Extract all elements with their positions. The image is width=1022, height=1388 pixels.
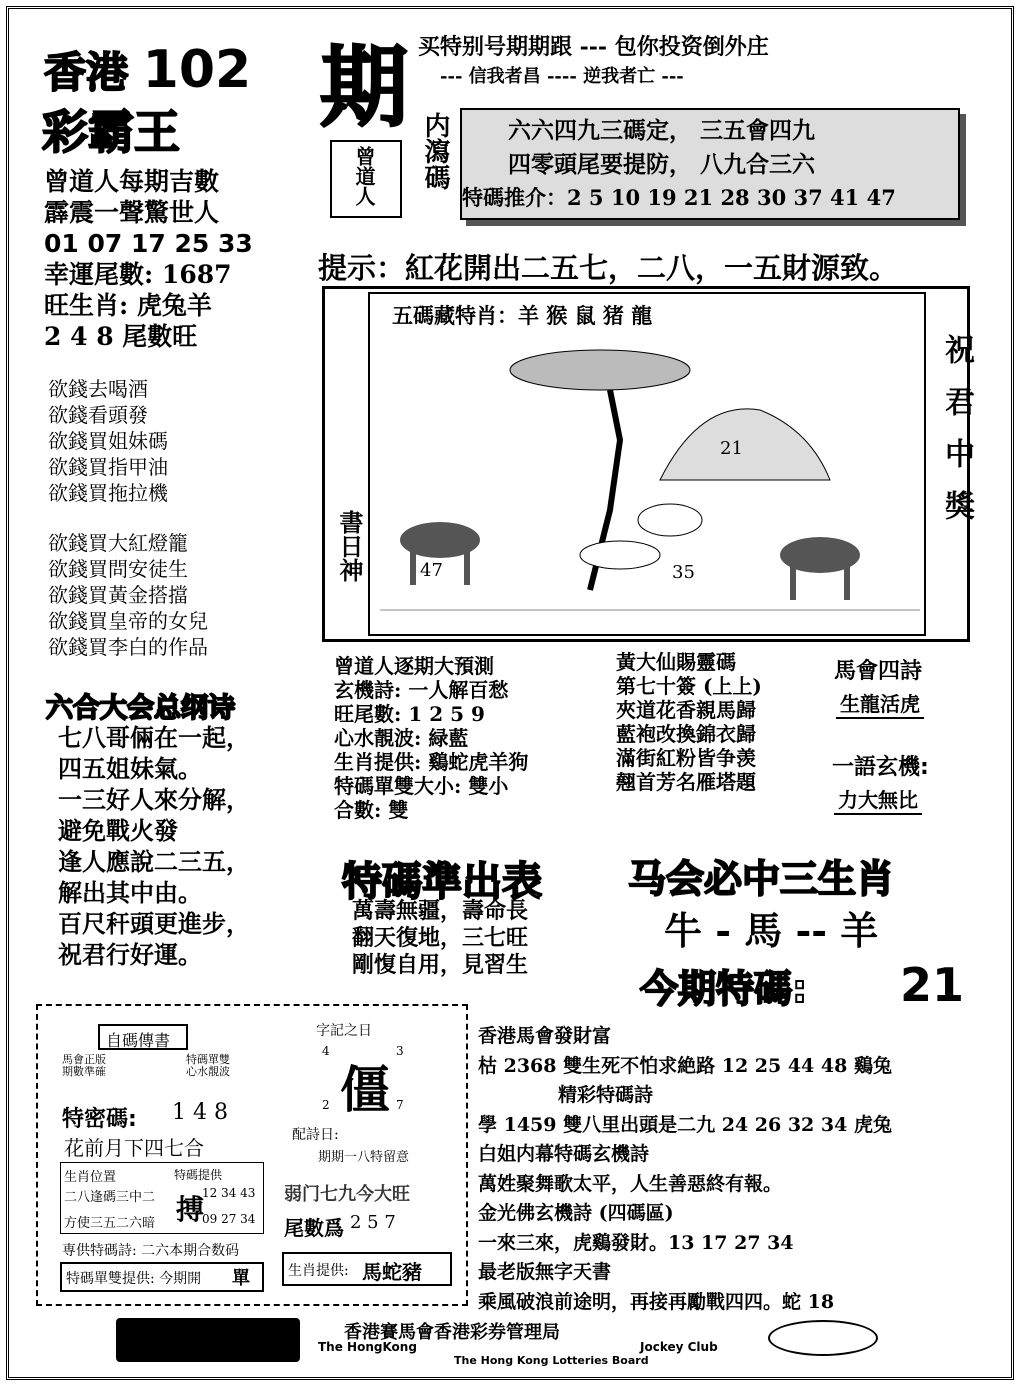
special-line: 翻天復地，三七旺 xyxy=(352,925,529,951)
num-21: 21 xyxy=(720,438,743,459)
list-item: 欲錢買李白的作品 xyxy=(48,635,208,659)
rb-line: 白姐内幕特碼玄機詩 xyxy=(478,1143,650,1165)
left-line: 霹震一聲驚世人 xyxy=(44,198,220,227)
zodiac-provide-value: 馬蛇豬 xyxy=(362,1260,422,1284)
huang-line: 第七十簽 (上上) xyxy=(616,674,762,698)
huang-line: 翹首芳名雁塔題 xyxy=(616,770,756,794)
big-character: 僵 xyxy=(340,1060,390,1119)
digit-4: 4 xyxy=(322,1044,330,1058)
rb-line: 一來三來，虎鷄發財。13 17 27 34 xyxy=(478,1231,794,1254)
brand-title: 彩霸王 xyxy=(42,105,180,159)
digit-3: 3 xyxy=(396,1044,404,1058)
hk-label: 香港 xyxy=(44,48,129,97)
money-list-2 xyxy=(48,530,208,660)
rock-shape xyxy=(660,409,830,480)
secret-value: 1 4 8 xyxy=(172,1100,228,1125)
left-line: 幸運尾數: 1687 xyxy=(44,260,232,289)
poem-date-value: 期期一八特留意 xyxy=(318,1150,410,1165)
inner-label: 内瀉碼 xyxy=(420,112,450,190)
special-line: 剛愎自用，見習生 xyxy=(352,952,529,978)
prediction-block xyxy=(334,654,528,822)
yiyu-title: 一語玄機: xyxy=(832,755,929,780)
slogan-1: 买特别号期期跟 --- 包你投资倒外庄 xyxy=(418,34,769,60)
qi-char: 期 xyxy=(320,36,409,139)
poem-line: 七八哥倆在一起， xyxy=(58,723,250,752)
left-lucky-block xyxy=(44,166,253,352)
inner-line-1: 六六四九三碼定， 三五會四九 xyxy=(508,117,816,144)
issue-number: 102 xyxy=(142,40,252,100)
list-item: 欲錢買指甲油 xyxy=(48,455,168,479)
nums-2: 09 27 34 xyxy=(202,1212,256,1226)
list-item: 欲錢買皇帝的女兒 xyxy=(48,609,208,633)
huang-line: 夾道花香親馬歸 xyxy=(616,698,756,722)
num-47: 47 xyxy=(420,560,443,581)
rb-line: 最老版無字天書 xyxy=(478,1261,612,1283)
rb-line: 香港馬會發財富 xyxy=(478,1025,612,1047)
list-item: 欲錢買問安徒生 xyxy=(48,557,188,581)
digit-7: 7 xyxy=(396,1098,404,1112)
poem-line: 百尺秆頭更進步， xyxy=(58,909,250,938)
tail-value: 2 5 7 xyxy=(350,1212,396,1233)
footer-logo-right xyxy=(768,1320,878,1356)
money-list-1 xyxy=(48,376,168,506)
three-zodiac-title: 马会必中三生肖 xyxy=(628,857,895,901)
rb-line: 金光佛玄機詩 (四碼區) xyxy=(478,1202,674,1224)
predict-line: 曾道人逐期大預測 xyxy=(334,654,494,678)
digit-2: 2 xyxy=(322,1098,330,1112)
poem-line: 一三好人來分解， xyxy=(58,785,250,814)
inner-line-2: 四零頭尾要提防， 八九合三六 xyxy=(508,151,816,178)
provide-char: 搏 xyxy=(176,1193,205,1226)
predict-line: 心水靚波: 緑藍 xyxy=(334,726,469,750)
autobio-label: 自碼傳書 xyxy=(106,1031,171,1050)
picture-caption: 五碼藏特肖：羊 猴 鼠 猪 龍 xyxy=(392,303,653,328)
daoren-stamp xyxy=(330,140,402,218)
three-zodiac-value: 牛 - 馬 -- 羊 xyxy=(664,908,879,953)
list-item: 欲錢去喝酒 xyxy=(48,377,148,401)
animal-center xyxy=(580,504,702,569)
huang-line: 黃大仙賜靈碼 xyxy=(616,650,736,674)
poem-line: 避免戰火發 xyxy=(58,816,178,845)
nums-1: 12 34 43 xyxy=(202,1186,256,1200)
picture-left-side: 書日神 xyxy=(335,510,364,582)
yiyu-value: 力大無比 xyxy=(834,784,922,815)
today-value: 21 xyxy=(900,958,965,1012)
right-bottom-block xyxy=(478,1022,892,1317)
poem-date-label: 配詩日: xyxy=(292,1127,339,1143)
poem-title: 六合大会总纲诗 xyxy=(46,693,235,724)
huang-block xyxy=(616,650,762,794)
note-left: 馬會正版 期數準確 xyxy=(62,1053,106,1078)
tree-canopy xyxy=(510,350,690,390)
num-35: 35 xyxy=(672,562,695,583)
predict-line: 生肖提供: 鷄蛇虎羊狗 xyxy=(334,750,529,774)
slogan-2: --- 信我者昌 ---- 逆我者亡 --- xyxy=(440,66,684,87)
special-table-title: 特碼準出表 xyxy=(342,859,542,905)
predict-line: 合數: 雙 xyxy=(334,798,409,822)
today-label: 今期特碼: xyxy=(640,967,808,1011)
flower-line: 花前月下四七合 xyxy=(64,1136,204,1160)
predict-line: 旺尾數: 1 2 5 9 xyxy=(334,702,485,726)
special-poem: 専供特碼詩: 二六本期合数码 xyxy=(62,1243,240,1259)
single-double-label: 特碼單雙提供: 今期開 xyxy=(66,1271,202,1287)
rb-line: 萬姓聚舞歌太平，人生善惡終有報。 xyxy=(478,1172,783,1195)
list-item: 欲錢買拖拉機 xyxy=(48,481,168,505)
pos-line-2: 方使三五二六暗 xyxy=(64,1216,156,1231)
pos-line-1: 二八逢碼三中二 xyxy=(64,1190,156,1205)
rb-line: 枯 2368 雙生死不怕求絶路 12 25 44 48 鷄兔 xyxy=(478,1054,892,1077)
single-double-value: 單 xyxy=(232,1268,250,1289)
inner-line-3: 特碼推介：2 5 10 19 21 28 30 37 41 47 xyxy=(462,185,896,210)
landscape-illustration xyxy=(380,330,920,626)
list-item: 欲錢買大紅燈籠 xyxy=(48,531,188,555)
stamp-text: 曾道人 xyxy=(352,146,376,206)
autobio-box xyxy=(98,1024,188,1050)
list-item: 欲錢買黃金搭擋 xyxy=(48,583,188,607)
poem-body xyxy=(58,722,250,970)
hk-title xyxy=(44,40,251,100)
footer-logo-left xyxy=(116,1318,300,1362)
huang-line: 滿街紅粉皆争羡 xyxy=(616,746,756,770)
left-line: 旺生肖: 虎兔羊 xyxy=(44,291,212,320)
predict-line: 玄機詩: 一人解百愁 xyxy=(334,678,509,702)
footer-cn: 香港賽馬會香港彩券管理局 xyxy=(344,1322,560,1343)
left-line: 2 4 8 尾數旺 xyxy=(44,322,198,351)
list-item: 欲錢看頭發 xyxy=(48,403,148,427)
rb-line: 乘風破浪前途明，再接再勵戰四四。蛇 18 xyxy=(478,1290,835,1313)
weak-door: 弱门七九今大旺 xyxy=(284,1184,410,1205)
predict-line: 特碼單雙大小: 雙小 xyxy=(334,774,509,798)
secret-label: 特密碼: xyxy=(62,1107,137,1132)
provide-label: 特碼提供 xyxy=(174,1168,223,1182)
left-line: 曾道人每期吉數 xyxy=(44,167,220,196)
footer-en-2: Jockey Club xyxy=(640,1340,718,1354)
rb-line: 學 1459 雙八里出頭是二九 24 26 32 34 虎兔 xyxy=(478,1113,892,1136)
pos-label: 生肖位置 xyxy=(64,1170,117,1185)
word-title: 字記之日 xyxy=(316,1023,372,1039)
poem-line: 四五姐妹氣。 xyxy=(58,754,202,783)
special-line: 萬壽無疆，壽命長 xyxy=(352,898,529,924)
hint-line: 提示：紅花開出二五七，二八，一五財源致。 xyxy=(318,251,899,285)
note-right: 特碼單雙 心水靚波 xyxy=(186,1053,230,1078)
animal-right xyxy=(780,537,860,600)
poem-line: 逢人應說二三五， xyxy=(58,847,250,876)
special-table-lines xyxy=(352,898,528,979)
horse-poem-value: 生龍活虎 xyxy=(836,688,924,719)
huang-line: 藍袍改換錦衣歸 xyxy=(616,722,756,746)
poem-line: 解出其中由。 xyxy=(58,878,202,907)
left-line: 01 07 17 25 33 xyxy=(44,229,253,258)
footer-en-3: The Hong Kong Lotteries Board xyxy=(454,1354,649,1367)
tail-label: 尾數爲 xyxy=(284,1216,344,1240)
horse-poem-title: 馬會四詩 xyxy=(834,659,923,684)
picture-right-side: 祝君中獎 xyxy=(939,334,974,542)
footer-en-1: The HongKong xyxy=(318,1340,417,1354)
list-item: 欲錢買姐妹碼 xyxy=(48,429,168,453)
rb-line: 精彩特碼詩 xyxy=(558,1084,654,1106)
poem-line: 祝君行好運。 xyxy=(58,940,202,969)
zodiac-provide-label: 生肖提供: xyxy=(288,1263,349,1279)
